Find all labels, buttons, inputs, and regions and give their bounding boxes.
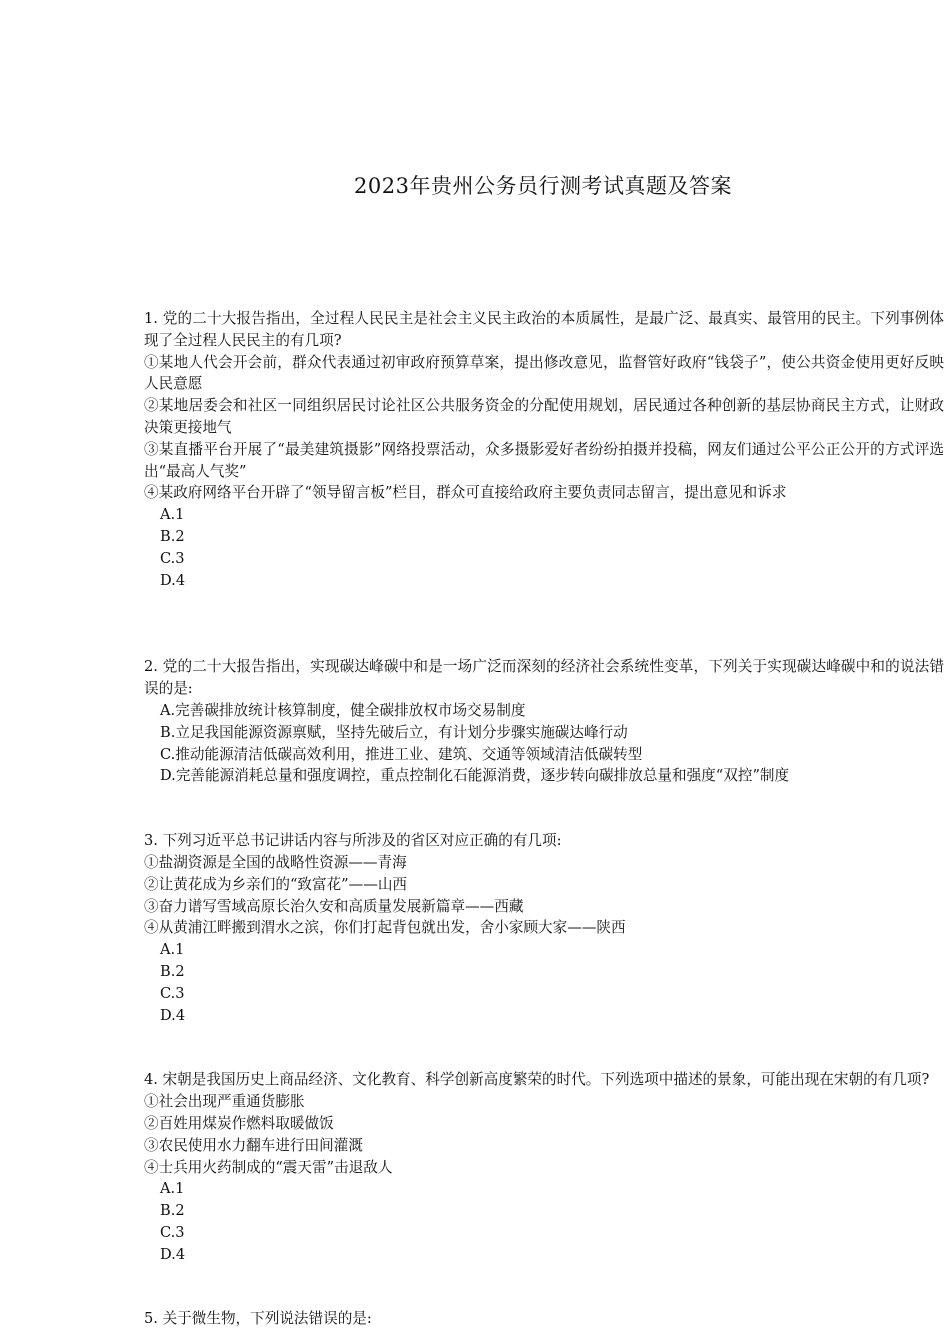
question-3 bbox=[144, 830, 944, 1026]
answer-option-b: B.2 bbox=[160, 962, 185, 980]
answer-option-c: C.3 bbox=[160, 984, 185, 1002]
question-spacer bbox=[144, 591, 944, 656]
question-statement: ①盐湖资源是全国的战略性资源——青海 bbox=[144, 853, 407, 871]
answer-option-d: D.4 bbox=[160, 571, 186, 589]
question-statement: ②百姓用煤炭作燃料取暖做饭 bbox=[144, 1114, 334, 1132]
question-statement: ④从黄浦江畔搬到渭水之滨，你们打起背包就出发，舍小家顾大家——陕西 bbox=[144, 919, 626, 937]
answer-option-a: A.1 bbox=[160, 1180, 185, 1198]
question-statement: ③某直播平台开展了“最美建筑摄影”网络投票活动，众多摄影爱好者纷纷拍摄并投稿，网友们通过公平公正公开的方式评选出“最高人气奖” bbox=[144, 440, 944, 480]
question-statement: ①某地人代会开会前，群众代表通过初审政府预算草案，提出修改意见，监督管好政府“钱袋子”，使公共资金使用更好反映人民意愿 bbox=[144, 353, 944, 393]
answer-option-c: C.推动能源清洁低碳高效利用，推进工业、建筑、交通等领域清洁低碳转型 bbox=[160, 745, 643, 763]
question-spacer bbox=[144, 1265, 944, 1308]
question-stem: 3. 下列习近平总书记讲话内容与所涉及的省区对应正确的有几项: bbox=[144, 832, 562, 850]
question-statement: ④某政府网络平台开辟了“领导留言板”栏目，群众可直接给政府主要负责同志留言，提出意见和诉求 bbox=[144, 484, 787, 502]
question-statement: ②让黄花成为乡亲们的“致富花”——山西 bbox=[144, 875, 408, 893]
answer-option-c: C.3 bbox=[160, 549, 185, 567]
question-statement: ②某地居委会和社区一同组织居民讨论社区公共服务资金的分配使用规划，居民通过各种创新的基层协商民主方式，让财政决策更接地气 bbox=[144, 397, 944, 436]
answer-option-d: D.4 bbox=[160, 1245, 186, 1263]
question-statement: ④士兵用火药制成的“震天雷”击退敌人 bbox=[144, 1158, 393, 1176]
answer-option-d: D.4 bbox=[160, 1006, 186, 1024]
answer-option-a: A.1 bbox=[160, 941, 185, 959]
question-2 bbox=[144, 656, 944, 787]
answer-option-c: C.3 bbox=[160, 1223, 185, 1241]
question-1 bbox=[144, 308, 944, 591]
answer-option-b: B.2 bbox=[160, 527, 185, 545]
answer-option-a: A.完善碳排放统计核算制度，健全碳排放权市场交易制度 bbox=[160, 701, 526, 719]
question-stem: 5. 关于微生物，下列说法错误的是: bbox=[144, 1310, 372, 1328]
question-spacer bbox=[144, 787, 944, 830]
answer-option-b: B.2 bbox=[160, 1202, 185, 1220]
question-4 bbox=[144, 1069, 944, 1265]
answer-option-a: A.1 bbox=[160, 506, 185, 524]
question-stem: 1. 党的二十大报告指出，全过程人民民主是社会主义民主政治的本质属性，是最广泛、最真实、最管用的民主。下列事例体现了全过程人民民主的有几项? bbox=[144, 310, 944, 349]
answer-option-d: D.完善能源消耗总量和强度调控，重点控制化石能源消费，逐步转向碳排放总量和强度“双控”制度 bbox=[160, 767, 790, 785]
question-statement: ③农民使用水力翻车进行田间灌溉 bbox=[144, 1136, 363, 1154]
question-stem: 2. 党的二十大报告指出，实现碳达峰碳中和是一场广泛而深刻的经济社会系统性变革，下列关于实现碳达峰碳中和的说法错误的是: bbox=[144, 658, 944, 698]
question-spacer bbox=[144, 1026, 944, 1069]
question-stem: 4. 宋朝是我国历史上商品经济、文化教育、科学创新高度繁荣的时代。下列选项中描述的景象，可能出现在宋朝的有几项? bbox=[144, 1071, 930, 1089]
document-title: 2023年贵州公务员行测考试真题及答案 bbox=[354, 174, 732, 198]
question-5 bbox=[144, 1308, 944, 1330]
question-list bbox=[144, 308, 944, 1330]
question-statement: ①社会出现严重通货膨胀 bbox=[144, 1093, 305, 1111]
answer-option-b: B.立足我国能源资源禀赋，坚持先破后立，有计划分步骤实施碳达峰行动 bbox=[160, 723, 628, 741]
question-statement: ③奋力谱写雪域高原长治久安和高质量发展新篇章——西藏 bbox=[144, 897, 524, 915]
